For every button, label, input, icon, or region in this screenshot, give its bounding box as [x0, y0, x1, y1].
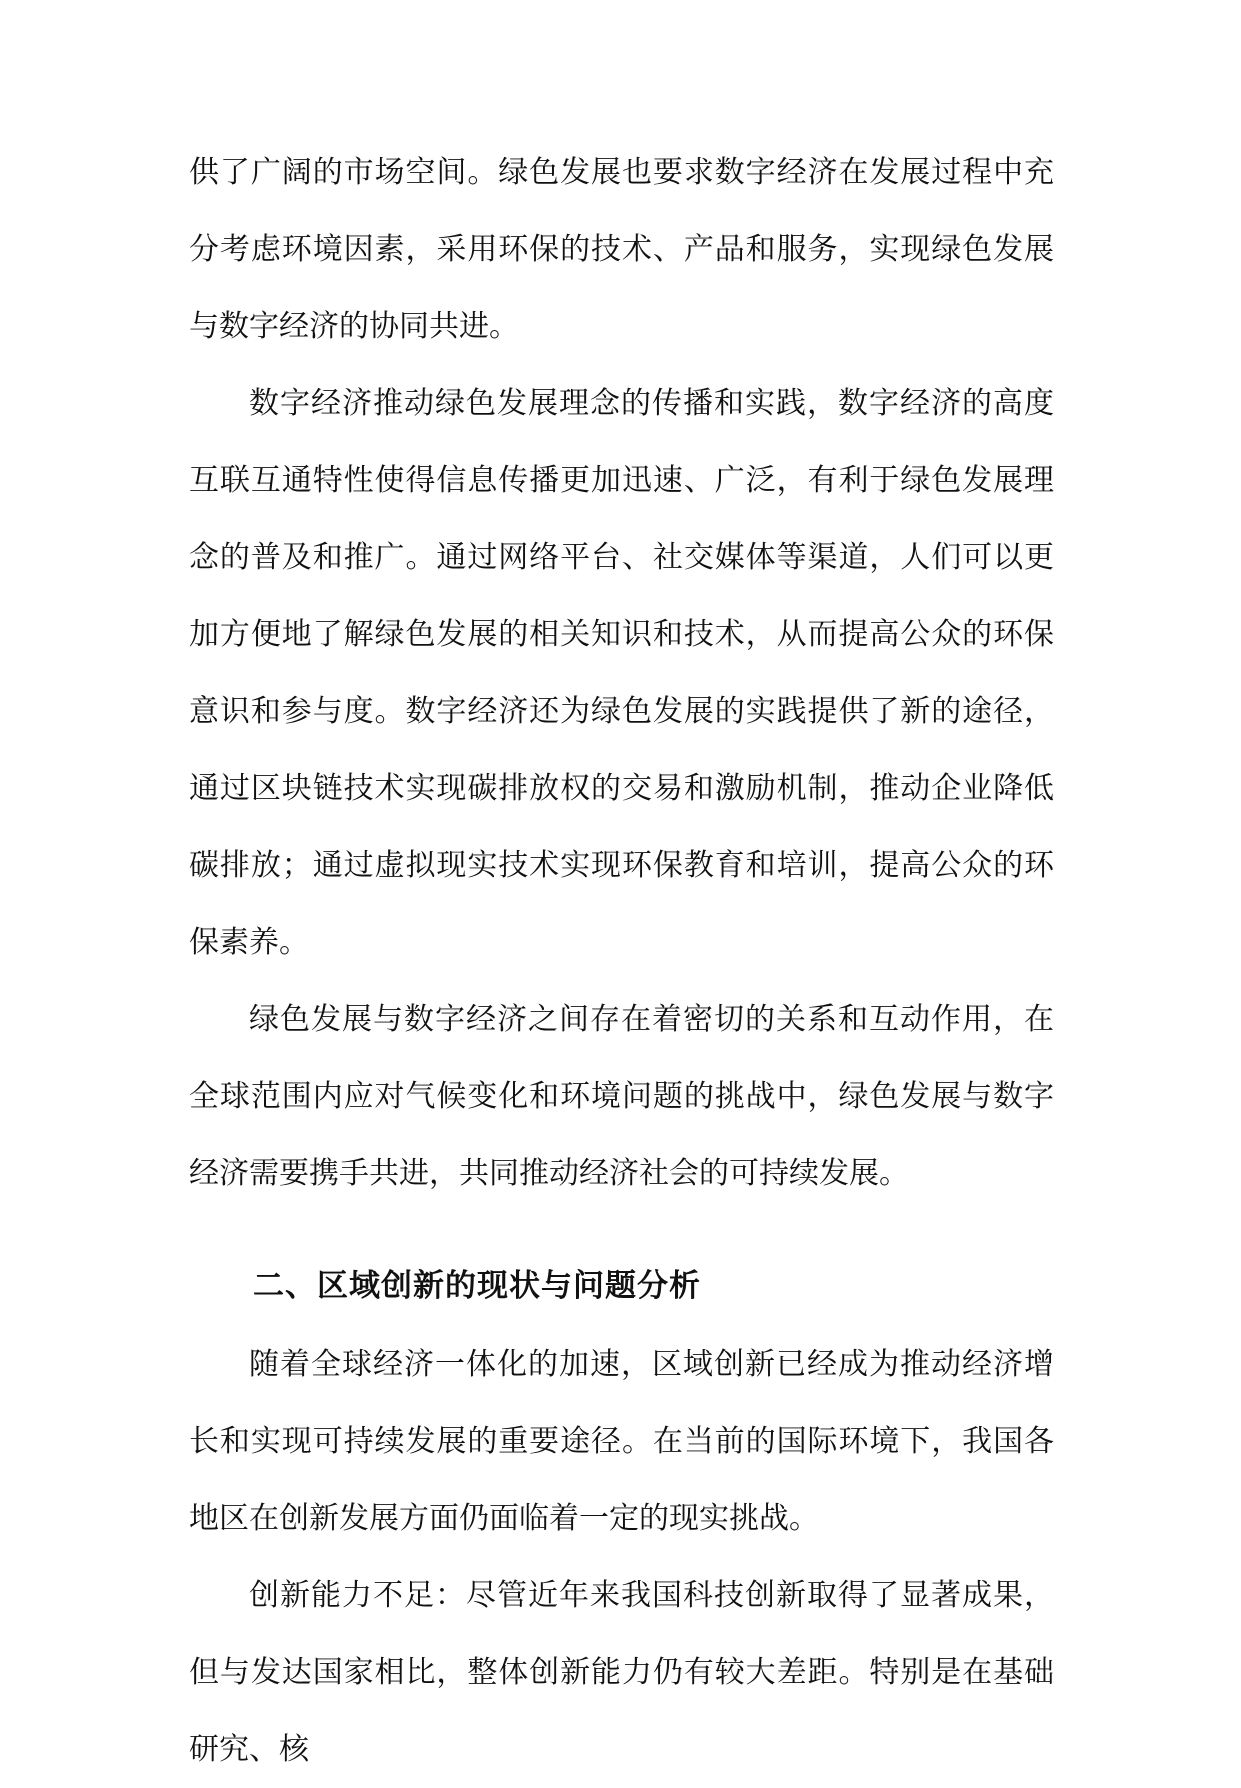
- paragraph-regional-innovation-intro: 随着全球经济一体化的加速，区域创新已经成为推动经济增长和实现可持续发展的重要途径。在当前的国际环境下，我国各地区在创新发展方面仍面临着一定的现实挑战。: [189, 1347, 1054, 1536]
- paragraph-digital-economy-green: 数字经济推动绿色发展理念的传播和实践，数字经济的高度互联互通特性使得信息传播更加迅速、广泛，有利于绿色发展理念的普及和推广。通过网络平台、社交媒体等渠道，人们可以更加方便地了解绿色发展的相关知识和技术，从而提高公众的环保意识和参与度。数字经济还为绿色发展的实践提供了新的途径，通过区块链技术实现碳排放权的交易和激励机制，推动企业降低碳排放；通过虚拟现实技术实现环保教育和培训，提高公众的环保素养。: [189, 386, 1054, 960]
- document-body: [189, 134, 1054, 1788]
- paragraph-innovation-capability: 创新能力不足：尽管近年来我国科技创新取得了显著成果，但与发达国家相比，整体创新能力仍有较大差距。特别是在基础研究、核: [189, 1578, 1054, 1767]
- section-heading: 二、区域创新的现状与问题分析: [253, 1268, 701, 1304]
- paragraph-continuation: 供了广阔的市场空间。绿色发展也要求数字经济在发展过程中充分考虑环境因素，采用环保的技术、产品和服务，实现绿色发展与数字经济的协同共进。: [189, 155, 1054, 344]
- paragraph-green-digital-relationship: 绿色发展与数字经济之间存在着密切的关系和互动作用，在全球范围内应对气候变化和环境问题的挑战中，绿色发展与数字经济需要携手共进，共同推动经济社会的可持续发展。: [189, 1002, 1054, 1191]
